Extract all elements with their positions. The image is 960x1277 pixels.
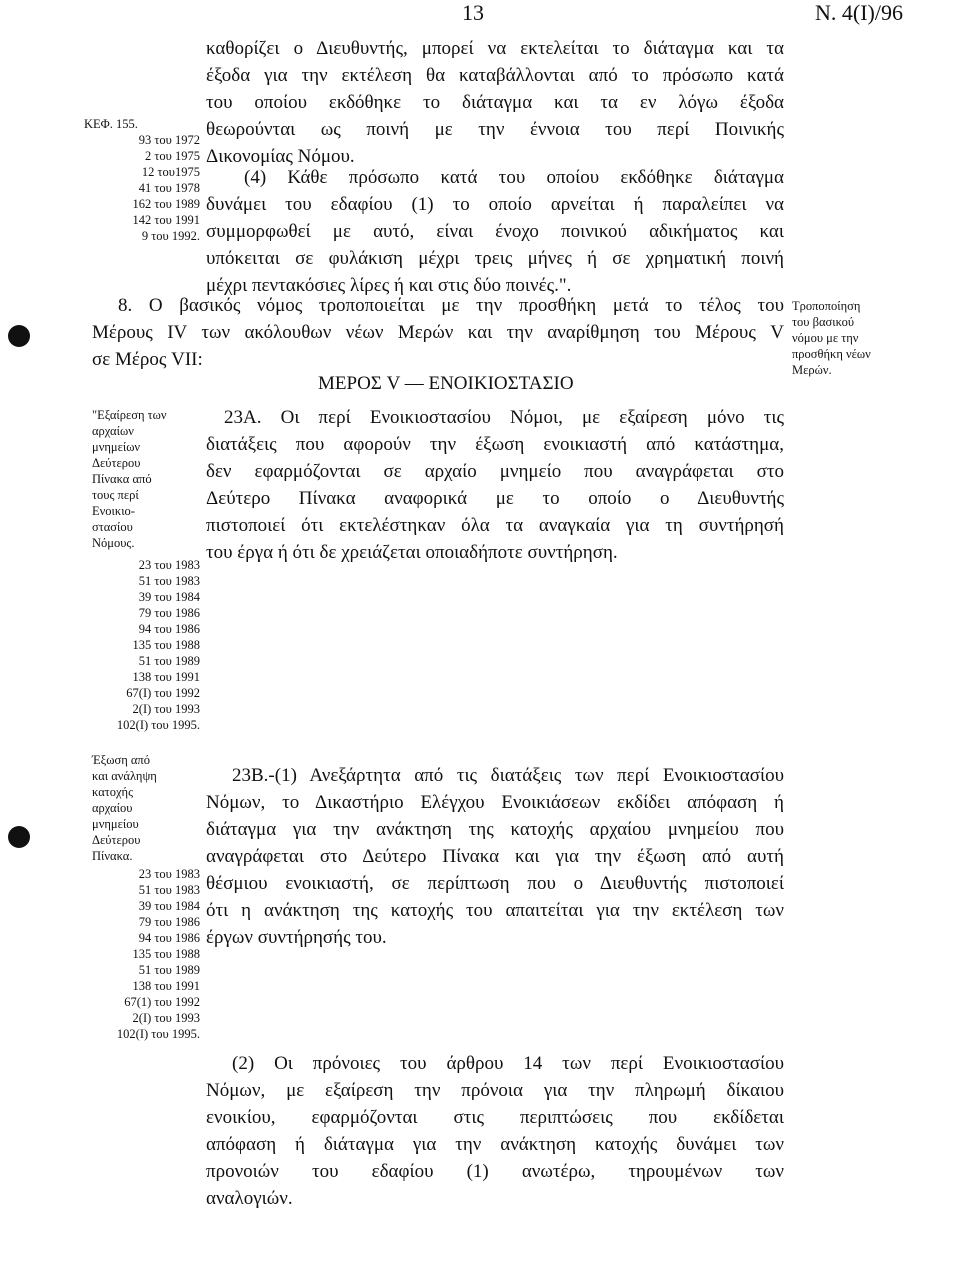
margin-line: Δεύτερου — [92, 833, 141, 847]
text-line: Δεύτερο Πίνακα αναφορικά με το οποίο ο Διευθυντής — [206, 488, 784, 509]
margin-line: νόμου με την — [792, 331, 859, 345]
section-23b-2 — [206, 1050, 784, 1212]
text-line: πιστοποιεί ότι εκτελέστηκαν όλα τα αναγκαία για τη συντήρησή — [206, 515, 784, 536]
margin-line: "Εξαίρεση των — [92, 408, 167, 422]
margin-line: και ανάληψη — [92, 769, 157, 783]
section-8 — [92, 292, 784, 373]
margin-line: Πίνακα από — [92, 472, 152, 486]
margin-line: 138 του 1991 — [132, 979, 200, 993]
punch-hole-icon — [8, 826, 30, 848]
margin-line: 102(Ι) του 1995. — [116, 1027, 200, 1041]
text-line: καθορίζει ο Διευθυντής, μπορεί να εκτελείται το διάταγμα και τα — [206, 38, 784, 59]
margin-note-23b — [92, 752, 200, 864]
text-line: Νόμων, το Δικαστήριο Ελέγχου Ενοικιάσεων εκδίδει απόφαση ή — [206, 792, 784, 813]
margin-references-top — [84, 116, 200, 244]
text-line: διάταγμα για την ανάκτηση της κατοχής αρχαίου μνημείου που — [206, 819, 784, 840]
text-line: Δικονομίας Νόμου. — [206, 146, 355, 167]
text-line: 23Β.-(1) Ανεξάρτητα από τις διατάξεις των περί Ενοικιοστασίου — [232, 765, 784, 786]
margin-line: Πίνακα. — [92, 849, 133, 863]
text-line: Μέρους IV των ακόλουθων νέων Μερών και την αναρίθμηση του Μέρους V — [92, 322, 784, 343]
margin-references-23b — [92, 866, 200, 1042]
margin-line: 12 του1975 — [141, 165, 200, 179]
section-23b — [206, 762, 784, 951]
margin-line: στασίου — [92, 520, 133, 534]
margin-line: 135 του 1988 — [132, 638, 200, 652]
text-line: (2) Οι πρόνοιες του άρθρου 14 των περί Ενοικιοστασίου — [232, 1053, 784, 1074]
text-line: διατάξεις που αφορούν την έξωση ενοικιαστή από κατάστημα, — [206, 434, 784, 455]
law-number: Ν. 4(Ι)/96 — [815, 0, 903, 25]
text-line: σε Μέρος VII: — [92, 349, 203, 370]
margin-line: 51 του 1989 — [138, 654, 200, 668]
margin-line: 79 του 1986 — [138, 915, 200, 929]
margin-line: Έξωση από — [92, 753, 150, 767]
margin-line: Μερών. — [792, 363, 832, 377]
text-line: του έργα ή ότι δε χρειάζεται οποιαδήποτε συντήρηση. — [206, 542, 618, 563]
margin-line: Δεύτερου — [92, 456, 141, 470]
margin-line: κατοχής — [92, 785, 134, 799]
text-line: 8. Ο βασικός νόμος τροποποιείται με την προσθήκη μετά το τέλος του — [118, 295, 784, 316]
margin-line: Νόμους. — [92, 536, 135, 550]
margin-line: Ενοικιο- — [92, 504, 135, 518]
margin-line: 67(Ι) του 1992 — [126, 686, 200, 700]
text-line: δεν εφαρμόζονται σε αρχαίο μνημείο που αναγράφεται στο — [206, 461, 784, 482]
margin-note-amendment — [792, 298, 902, 378]
text-line: Νόμων, με εξαίρεση την πρόνοια για την πληρωμή δίκαιου — [206, 1080, 784, 1101]
margin-line: 9 του 1992. — [141, 229, 200, 243]
margin-references-23a — [92, 557, 200, 733]
margin-line: 51 του 1983 — [138, 574, 200, 588]
margin-line: μνημείων — [92, 440, 141, 454]
page-number: 13 — [462, 0, 484, 25]
text-line: 23Α. Οι περί Ενοικιοστασίου Νόμοι, με εξαίρεση μόνο τις — [224, 407, 784, 428]
text-line: μέχρι πεντακόσιες λίρες ή και στις δύο ποινές.". — [206, 275, 572, 296]
margin-line: 23 του 1983 — [138, 867, 200, 881]
text-line: ενοικίου, εφαρμόζονται στις περιπτώσεις που εκδίδεται — [206, 1107, 784, 1128]
margin-line: 79 του 1986 — [138, 606, 200, 620]
text-line: θεωρούνται ως ποινή με την έννοια του περί Ποινικής — [206, 119, 784, 140]
margin-line: Τροποποίηση — [792, 299, 861, 313]
margin-line: 39 του 1984 — [138, 899, 200, 913]
margin-line: 41 του 1978 — [138, 181, 200, 195]
margin-line: αρχαίου — [92, 801, 133, 815]
margin-line: του βασικού — [792, 315, 855, 329]
text-line: ότι η ανάκτηση της κατοχής του απαιτείται για την εκτέλεση των — [206, 900, 784, 921]
text-line: αναγράφεται στο Δεύτερο Πίνακα και για την έξωση από αυτή — [206, 846, 784, 867]
margin-line: 94 του 1986 — [138, 931, 200, 945]
text-line: (4) Κάθε πρόσωπο κατά του οποίου εκδόθηκε διάταγμα — [244, 167, 784, 188]
margin-line: μνημείου — [92, 817, 139, 831]
text-line: συμμορφωθεί με αυτό, είναι ένοχο ποινικού αδικήματος και — [206, 221, 784, 242]
text-line: θέσμιου ενοικιαστή, σε περίπτωση που ο Διευθυντής πιστοποιεί — [206, 873, 784, 894]
punch-hole-icon — [8, 325, 30, 347]
text-line: υπόκειται σε φυλάκιση μέχρι τρεις μήνες ή σε χρηματική ποινή — [206, 248, 784, 269]
margin-line: 102(Ι) του 1995. — [116, 718, 200, 732]
margin-line: 23 του 1983 — [138, 558, 200, 572]
margin-line: 2(Ι) του 1993 — [132, 702, 200, 716]
margin-line: αρχαίων — [92, 424, 134, 438]
margin-line: 142 του 1991 — [132, 213, 200, 227]
text-line: δυνάμει του εδαφίου (1) το οποίο αρνείται ή παραλείπει να — [206, 194, 784, 215]
text-line: προνοιών του εδαφίου (1) ανωτέρω, τηρουμένων των — [206, 1161, 784, 1182]
margin-line: 94 του 1986 — [138, 622, 200, 636]
margin-line: 2 του 1975 — [145, 149, 200, 163]
margin-line: 51 του 1983 — [138, 883, 200, 897]
margin-line: 135 του 1988 — [132, 947, 200, 961]
margin-line: 93 του 1972 — [138, 133, 200, 147]
continuation-paragraph — [206, 35, 784, 170]
margin-line: 138 του 1991 — [132, 670, 200, 684]
margin-line: 2(Ι) του 1993 — [132, 1011, 200, 1025]
margin-line: ΚΕΦ. 155. — [84, 117, 138, 131]
text-line: αναλογιών. — [206, 1188, 293, 1209]
section-23a — [206, 404, 784, 566]
margin-line: τους περί — [92, 488, 139, 502]
margin-line: 67(1) του 1992 — [124, 995, 200, 1009]
subsection-4 — [206, 164, 784, 299]
margin-note-23a — [92, 407, 200, 551]
margin-line: 162 του 1989 — [132, 197, 200, 211]
part-heading: ΜΕΡΟΣ V — ΕΝΟΙΚΙΟΣΤΑΣΙΟ — [318, 373, 574, 394]
text-line: του οποίου εκδόθηκε το διάταγμα και τα εν λόγω έξοδα — [206, 92, 784, 113]
text-line: έξοδα για την εκτέλεση θα καταβάλλονται από το πρόσωπο κατά — [206, 65, 784, 86]
margin-line: 51 του 1989 — [138, 963, 200, 977]
margin-line: 39 του 1984 — [138, 590, 200, 604]
text-line: απόφαση ή διάταγμα για την ανάκτηση κατοχής δυνάμει των — [206, 1134, 784, 1155]
text-line: έργων συντήρησής του. — [206, 927, 387, 948]
margin-line: προσθήκη νέων — [792, 347, 871, 361]
